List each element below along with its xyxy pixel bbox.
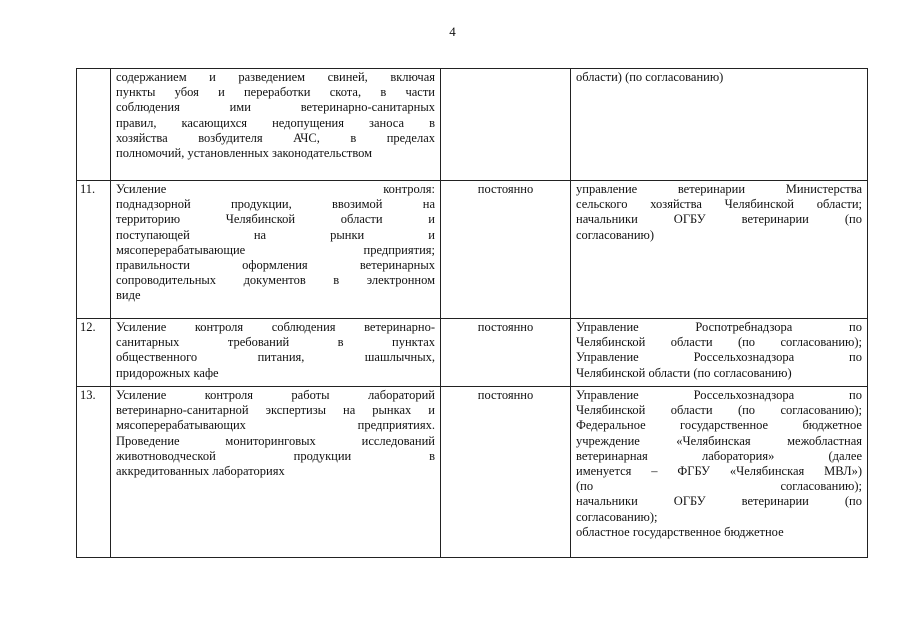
row-number: 13.	[80, 388, 96, 402]
action-line: придорожных кафе	[116, 365, 219, 380]
responsible-line: Челябинской области (по согласованию);	[576, 335, 862, 350]
action-line: правильности оформления ветеринарных	[116, 258, 435, 273]
action-line: пункты убоя и переработки скота, в части	[116, 85, 435, 100]
responsible-cell	[571, 387, 868, 558]
responsible-line: согласованию);	[576, 509, 658, 524]
responsible-line: начальники ОГБУ ветеринарии (по	[576, 494, 862, 509]
action-cell	[111, 69, 441, 181]
action-line: территорию Челябинской области и	[116, 212, 435, 227]
action-line: виде	[116, 288, 141, 303]
responsible-cell	[571, 319, 868, 387]
action-line: санитарных требований в пунктах	[116, 335, 435, 350]
action-line: соблюдения ими ветеринарно-санитарных	[116, 100, 435, 115]
page-number: 4	[449, 24, 456, 39]
responsible-line: ветеринарная лаборатория» (далее	[576, 448, 862, 463]
term-cell	[441, 387, 571, 558]
row-number: 12.	[80, 320, 96, 334]
measures-table	[76, 68, 868, 558]
action-line: поднадзорной продукции, ввозимой на	[116, 197, 435, 212]
action-line: общественного питания, шашлычных,	[116, 350, 435, 365]
term-text: постоянно	[477, 388, 534, 402]
row-number: 11.	[80, 182, 96, 196]
responsible-line: согласованию)	[576, 227, 655, 242]
action-line: хозяйства возбудителя АЧС, в пределах	[116, 130, 435, 145]
responsible-line: управление ветеринарии Министерства	[576, 182, 862, 196]
responsible-line: именуется – ФГБУ «Челябинская МВЛ»)	[576, 464, 862, 479]
responsible-line: Челябинской области (по согласованию);	[576, 403, 862, 418]
responsible-cell	[571, 181, 868, 319]
action-line: Усиление контроля:	[116, 182, 435, 196]
action-line: Усиление контроля соблюдения ветеринарно-	[116, 320, 435, 334]
term-text: постоянно	[477, 182, 534, 196]
responsible-line: начальники ОГБУ ветеринарии (по	[576, 212, 862, 227]
responsible-line: Управление Россельхознадзора по	[576, 350, 862, 365]
table-row	[77, 387, 868, 558]
responsible-line: сельского хозяйства Челябинской области;	[576, 197, 862, 212]
action-line: сопроводительных документов в электронном	[116, 273, 435, 288]
responsible-line: области) (по согласованию)	[576, 70, 724, 84]
responsible-cell	[571, 69, 868, 181]
row-number-cell	[77, 181, 111, 319]
term-cell	[441, 69, 571, 181]
action-cell	[111, 319, 441, 387]
table-row	[77, 181, 868, 319]
responsible-line: Федеральное государственное бюджетное	[576, 418, 862, 433]
responsible-line: учреждение «Челябинская межобластная	[576, 433, 862, 448]
measures-table-body	[77, 69, 868, 558]
action-line: Проведение мониторинговых исследований	[116, 433, 435, 448]
action-line: животноводческой продукции в	[116, 448, 435, 463]
responsible-line: Управление Россельхознадзора по	[576, 388, 862, 402]
action-line: аккредитованных лабораториях	[116, 464, 285, 479]
action-line: Усиление контроля работы лабораторий	[116, 388, 435, 402]
action-line: полномочий, установленных законодательством	[116, 146, 373, 161]
responsible-line: Управление Роспотребнадзора по	[576, 320, 862, 334]
responsible-line: (по согласованию);	[576, 479, 862, 494]
row-number-cell	[77, 387, 111, 558]
table-row	[77, 69, 868, 181]
action-line: мясоперерабатывающих предприятиях.	[116, 418, 435, 433]
table-row	[77, 319, 868, 387]
action-line: мясоперерабатывающие предприятия;	[116, 242, 435, 257]
row-number-cell	[77, 319, 111, 387]
term-text: постоянно	[477, 320, 534, 334]
action-line: ветеринарно-санитарной экспертизы на рынках и	[116, 403, 435, 418]
responsible-line: областное государственное бюджетное	[576, 524, 784, 539]
term-cell	[441, 319, 571, 387]
action-line: поступающей на рынки и	[116, 227, 435, 242]
action-line: содержанием и разведением свиней, включая	[116, 70, 435, 84]
responsible-line: Челябинской области (по согласованию)	[576, 365, 792, 380]
row-number-cell	[77, 69, 111, 181]
action-cell	[111, 387, 441, 558]
action-line: правил, касающихся недопущения заноса в	[116, 115, 435, 130]
action-cell	[111, 181, 441, 319]
term-cell	[441, 181, 571, 319]
